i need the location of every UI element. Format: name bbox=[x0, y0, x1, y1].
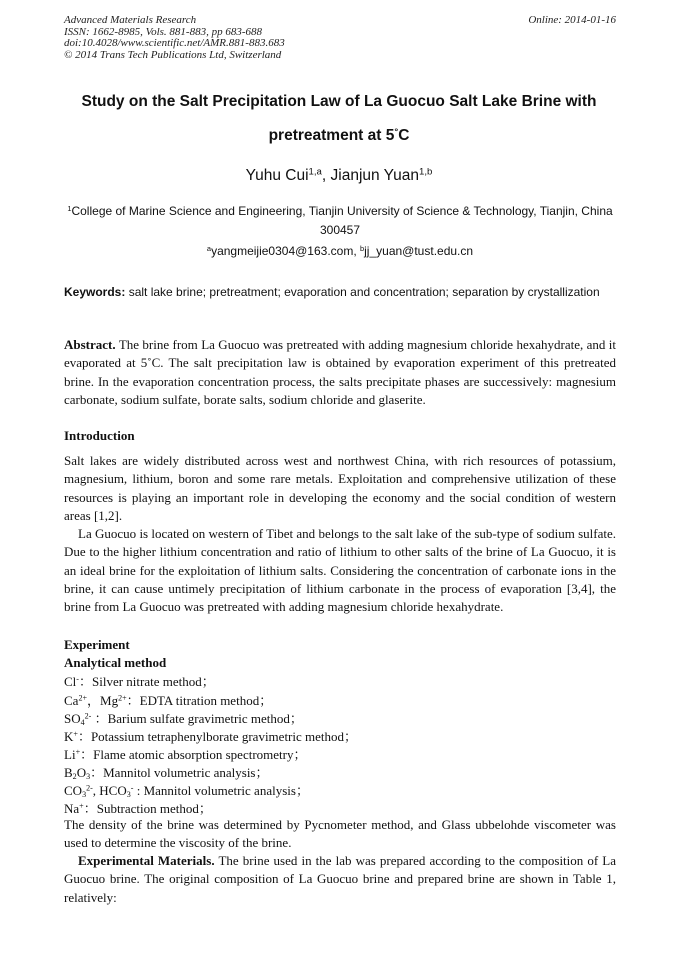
abstract-label: Abstract. bbox=[64, 337, 116, 352]
method-calcium-magnesium: $Ca^{2+}$，$Mg^{2+}$：EDTA titration method； bbox=[64, 693, 273, 708]
author-list: Yuhu Cui$^{1,a}$, Jianjun Yuan$^{1,b}$ bbox=[245, 166, 433, 184]
journal-name: Advanced Materials Research bbox=[64, 14, 197, 26]
online-date: Online: 2014-01-16 bbox=[528, 14, 616, 26]
method-chloride: Cl-：Silver nitrate method； bbox=[64, 674, 215, 689]
author-emails: $^a$yangmeijie0304@163.com, $^b$jj_yuan@tust.edu.cn bbox=[206, 243, 474, 258]
keywords: Keywords: salt lake brine; pretreatment; evaporation and concentration; separation by crystallization bbox=[64, 285, 600, 299]
method-carbonate: $CO_3^{2-}$, $HCO_3^-$ : Mannitol volumetric analysis； bbox=[64, 783, 309, 799]
method-potassium: K+：Potassium tetraphenylborate gravimetric method； bbox=[64, 729, 358, 744]
copyright-line: © 2014 Trans Tech Publications Ltd, Switzerland bbox=[64, 48, 282, 61]
introduction-paragraph-1: Salt lakes are widely distributed across west and northwest China, with rich resources of potassium, magnesium, lithium, boron and some rare metals. Exploitation and comprehensive utilization of these resources is playing an important role in developing the economy and the social condition of western areas [1,2]. bbox=[64, 453, 616, 523]
email-a: yangmeijie0304@163.com bbox=[211, 244, 354, 258]
method-lithium: Li+：Flame atomic absorption spectrometry； bbox=[64, 747, 307, 762]
analytical-method-subheading: Analytical method bbox=[64, 655, 167, 670]
issn-line: ISSN: 1662-8985, Vols. 881-883, pp 683-688 bbox=[64, 25, 262, 38]
author-name: Jianjun Yuan bbox=[330, 167, 420, 184]
introduction-paragraph-2: La Guocuo is located on western of Tibet and belongs to the salt lake of the sub-type of sodium sulfate. Due to the higher lithium concentration and ratio of lithium to other salts of the brine of La Guocuo, it is an ideal brine for the exploitation of lithium salts. Considering the concentration of carbonate ions in the brine, it can cause untimely precipitation of lithium carbonate in the process of evaporation [3,4], the brine from La Guocuo was pretreated with adding magnesium chloride hexahydrate. bbox=[64, 526, 616, 615]
email-b: jj_yuan@tust.edu.cn bbox=[364, 244, 474, 258]
materials-label: Experimental Materials. bbox=[78, 853, 215, 868]
method-sulfate: $SO_4^{2-}$ ：Barium sulfate gravimetric method； bbox=[64, 711, 303, 727]
method-boron-oxide: $B_2O_3$：Mannitol volumetric analysis； bbox=[64, 765, 269, 781]
doi-line: doi:10.4028/www.scientific.net/AMR.881-883.683 bbox=[64, 37, 285, 50]
method-sodium: Na+：Subtraction method； bbox=[64, 801, 212, 816]
journal-header bbox=[64, 15, 616, 61]
experimental-materials-paragraph: Experimental Materials. The brine used in the lab was prepared according to the composition of La Guocuo brine. The original composition of La Guocuo brine and prepared brine are shown in Table 1, relatively: bbox=[64, 853, 617, 905]
keywords-label: Keywords: bbox=[64, 285, 126, 299]
density-paragraph: The density of the brine was determined by Pycnometer method, and Glass ubbelohde viscometer was used to determine the viscosity of the brine. bbox=[64, 817, 616, 851]
introduction-heading: Introduction bbox=[64, 428, 135, 443]
affiliation: $^1$College of Marine Science and Engineering, Tianjin University of Science & Technology, Tianjin, China 300457 bbox=[67, 203, 613, 237]
paper-title-line-1: Study on the Salt Precipitation Law of La Guocuo Salt Lake Brine with bbox=[81, 93, 597, 110]
abstract: Abstract. The brine from La Guocuo was pretreated with adding magnesium chloride hexahydrate, and it evaporated at 5˚C. The salt precipitation law is obtained by evaporation experiment of this pretreated brine. In the evaporation concentration process, the salts precipitate phases are successively: magnesium carbonate, sodium sulfate, borate salts, sodium chloride and glaserite. bbox=[64, 337, 617, 407]
author-name: Yuhu Cui bbox=[245, 167, 309, 184]
experiment-heading: Experiment bbox=[64, 637, 130, 652]
paper-title-line-2: pretreatment at 5°C bbox=[268, 126, 410, 144]
